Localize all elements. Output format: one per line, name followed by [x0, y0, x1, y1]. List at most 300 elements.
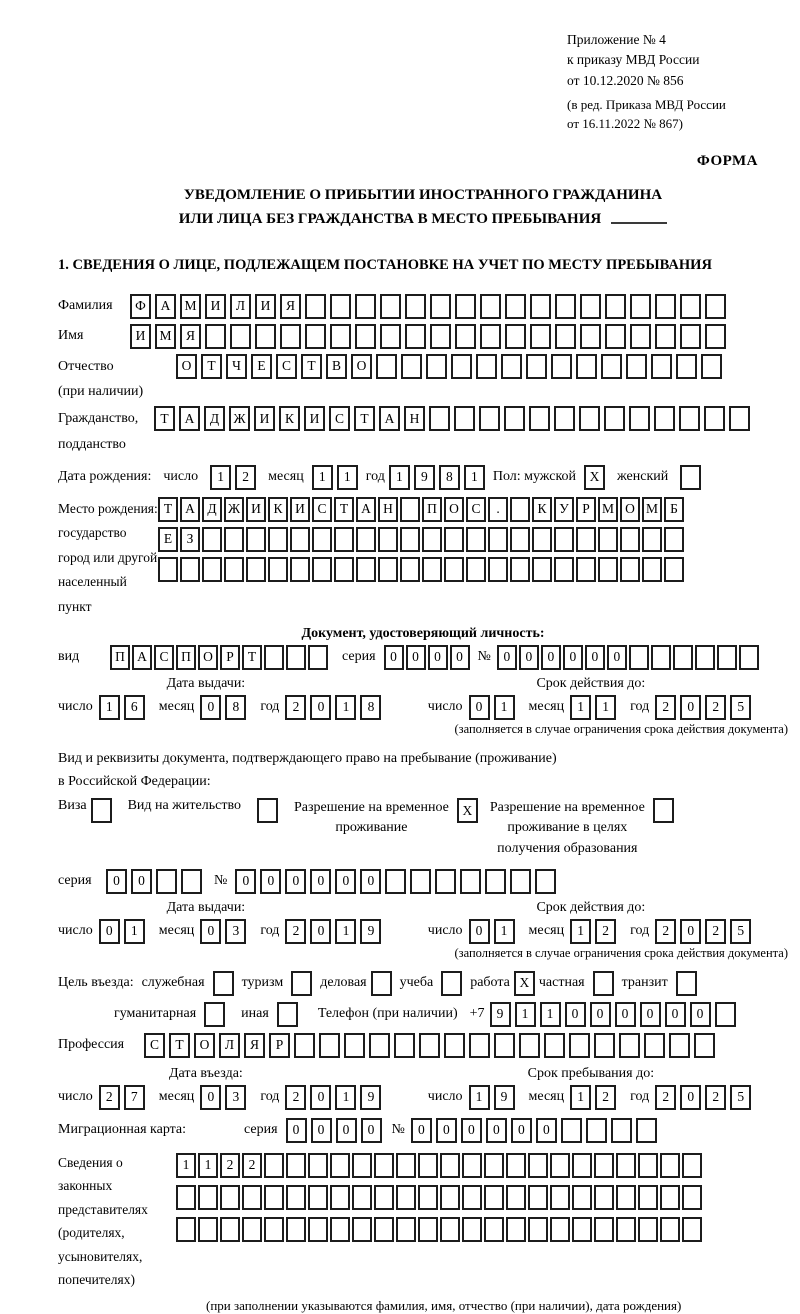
char-cell[interactable]: [694, 1033, 715, 1058]
char-cell[interactable]: 0: [200, 919, 221, 944]
purpose-official-checkbox[interactable]: [213, 971, 234, 996]
char-cell[interactable]: [440, 1153, 460, 1178]
char-cell[interactable]: 0: [361, 1118, 382, 1143]
char-cell[interactable]: [655, 324, 676, 349]
char-cell[interactable]: [550, 1217, 570, 1242]
char-cell[interactable]: [462, 1185, 482, 1210]
char-cell[interactable]: 2: [99, 1085, 120, 1110]
char-cell[interactable]: [312, 557, 332, 582]
char-cell[interactable]: [510, 527, 530, 552]
char-cell[interactable]: [532, 527, 552, 552]
char-cell[interactable]: 0: [640, 1002, 661, 1027]
char-cell[interactable]: 1: [210, 465, 231, 490]
char-cell[interactable]: [294, 1033, 315, 1058]
char-cell[interactable]: [651, 354, 672, 379]
char-cell[interactable]: [526, 354, 547, 379]
char-cell[interactable]: 9: [490, 1002, 511, 1027]
char-cell[interactable]: [176, 1185, 196, 1210]
char-cell[interactable]: [255, 324, 276, 349]
char-cell[interactable]: [422, 557, 442, 582]
char-cell[interactable]: [419, 1033, 440, 1058]
char-cell[interactable]: [352, 1217, 372, 1242]
char-cell[interactable]: [476, 354, 497, 379]
char-cell[interactable]: [246, 557, 266, 582]
char-cell[interactable]: О: [176, 354, 197, 379]
char-cell[interactable]: [330, 324, 351, 349]
char-cell[interactable]: [616, 1217, 636, 1242]
char-cell[interactable]: [198, 1185, 218, 1210]
char-cell[interactable]: [330, 1185, 350, 1210]
char-cell[interactable]: Е: [158, 527, 178, 552]
char-cell[interactable]: [224, 557, 244, 582]
char-cell[interactable]: [660, 1217, 680, 1242]
char-cell[interactable]: [673, 645, 693, 670]
char-cell[interactable]: [594, 1153, 614, 1178]
char-cell[interactable]: 0: [565, 1002, 586, 1027]
char-cell[interactable]: [356, 557, 376, 582]
char-cell[interactable]: [636, 1118, 657, 1143]
char-cell[interactable]: [561, 1118, 582, 1143]
char-cell[interactable]: 1: [312, 465, 333, 490]
char-cell[interactable]: Ф: [130, 294, 151, 319]
char-cell[interactable]: [644, 1033, 665, 1058]
char-cell[interactable]: Л: [230, 294, 251, 319]
char-cell[interactable]: 0: [411, 1118, 432, 1143]
char-cell[interactable]: [580, 294, 601, 319]
char-cell[interactable]: [616, 1185, 636, 1210]
char-cell[interactable]: 0: [106, 869, 127, 894]
char-cell[interactable]: 5: [730, 695, 751, 720]
char-cell[interactable]: [180, 557, 200, 582]
char-cell[interactable]: [501, 354, 522, 379]
char-cell[interactable]: [488, 557, 508, 582]
char-cell[interactable]: [529, 406, 550, 431]
char-cell[interactable]: [680, 324, 701, 349]
char-cell[interactable]: И: [255, 294, 276, 319]
char-cell[interactable]: [330, 294, 351, 319]
char-cell[interactable]: 9: [360, 919, 381, 944]
char-cell[interactable]: [290, 527, 310, 552]
char-cell[interactable]: 0: [360, 869, 381, 894]
char-cell[interactable]: [264, 1153, 284, 1178]
char-cell[interactable]: [430, 324, 451, 349]
char-cell[interactable]: [638, 1217, 658, 1242]
char-cell[interactable]: [544, 1033, 565, 1058]
char-cell[interactable]: 1: [464, 465, 485, 490]
char-cell[interactable]: 0: [585, 645, 605, 670]
char-cell[interactable]: 1: [124, 919, 145, 944]
char-cell[interactable]: [554, 406, 575, 431]
char-cell[interactable]: 0: [469, 695, 490, 720]
char-cell[interactable]: [444, 1033, 465, 1058]
char-cell[interactable]: [601, 354, 622, 379]
char-cell[interactable]: 2: [285, 695, 306, 720]
char-cell[interactable]: [394, 1033, 415, 1058]
char-cell[interactable]: [319, 1033, 340, 1058]
char-cell[interactable]: [308, 1153, 328, 1178]
char-cell[interactable]: [455, 294, 476, 319]
char-cell[interactable]: Т: [334, 497, 354, 522]
char-cell[interactable]: 7: [124, 1085, 145, 1110]
char-cell[interactable]: 1: [337, 465, 358, 490]
char-cell[interactable]: [642, 527, 662, 552]
char-cell[interactable]: 0: [310, 869, 331, 894]
char-cell[interactable]: [454, 406, 475, 431]
char-cell[interactable]: [554, 557, 574, 582]
char-cell[interactable]: [369, 1033, 390, 1058]
char-cell[interactable]: [715, 1002, 736, 1027]
purpose-humanitarian-checkbox[interactable]: [204, 1002, 225, 1027]
char-cell[interactable]: [682, 1217, 702, 1242]
char-cell[interactable]: 2: [655, 1085, 676, 1110]
char-cell[interactable]: А: [179, 406, 200, 431]
char-cell[interactable]: [242, 1185, 262, 1210]
char-cell[interactable]: 0: [590, 1002, 611, 1027]
char-cell[interactable]: [220, 1185, 240, 1210]
char-cell[interactable]: [374, 1185, 394, 1210]
char-cell[interactable]: [682, 1185, 702, 1210]
char-cell[interactable]: [220, 1217, 240, 1242]
char-cell[interactable]: [400, 527, 420, 552]
char-cell[interactable]: [572, 1153, 592, 1178]
char-cell[interactable]: 0: [260, 869, 281, 894]
char-cell[interactable]: О: [351, 354, 372, 379]
char-cell[interactable]: 3: [225, 1085, 246, 1110]
char-cell[interactable]: [286, 645, 306, 670]
char-cell[interactable]: [396, 1153, 416, 1178]
char-cell[interactable]: [576, 557, 596, 582]
char-cell[interactable]: [505, 324, 526, 349]
purpose-other-checkbox[interactable]: [277, 1002, 298, 1027]
char-cell[interactable]: [286, 1185, 306, 1210]
char-cell[interactable]: [550, 1185, 570, 1210]
char-cell[interactable]: З: [180, 527, 200, 552]
char-cell[interactable]: [469, 1033, 490, 1058]
residence-permit-checkbox[interactable]: [257, 798, 278, 823]
char-cell[interactable]: [242, 1217, 262, 1242]
char-cell[interactable]: 1: [570, 919, 591, 944]
char-cell[interactable]: 2: [235, 465, 256, 490]
char-cell[interactable]: [586, 1118, 607, 1143]
char-cell[interactable]: [528, 1153, 548, 1178]
char-cell[interactable]: [264, 645, 284, 670]
char-cell[interactable]: [330, 1153, 350, 1178]
char-cell[interactable]: 2: [705, 695, 726, 720]
char-cell[interactable]: И: [130, 324, 151, 349]
char-cell[interactable]: 5: [730, 919, 751, 944]
char-cell[interactable]: [510, 497, 530, 522]
char-cell[interactable]: 1: [570, 1085, 591, 1110]
char-cell[interactable]: Р: [269, 1033, 290, 1058]
char-cell[interactable]: Д: [204, 406, 225, 431]
char-cell[interactable]: И: [246, 497, 266, 522]
char-cell[interactable]: [604, 406, 625, 431]
char-cell[interactable]: 0: [406, 645, 426, 670]
char-cell[interactable]: [680, 294, 701, 319]
char-cell[interactable]: [202, 557, 222, 582]
purpose-transit-checkbox[interactable]: [676, 971, 697, 996]
char-cell[interactable]: М: [598, 497, 618, 522]
char-cell[interactable]: [396, 1217, 416, 1242]
char-cell[interactable]: 1: [595, 695, 616, 720]
char-cell[interactable]: И: [254, 406, 275, 431]
char-cell[interactable]: 0: [310, 1085, 331, 1110]
char-cell[interactable]: [401, 354, 422, 379]
char-cell[interactable]: [660, 1185, 680, 1210]
char-cell[interactable]: [344, 1033, 365, 1058]
char-cell[interactable]: [729, 406, 750, 431]
char-cell[interactable]: 1: [469, 1085, 490, 1110]
char-cell[interactable]: К: [279, 406, 300, 431]
char-cell[interactable]: [519, 1033, 540, 1058]
char-cell[interactable]: [418, 1217, 438, 1242]
char-cell[interactable]: С: [312, 497, 332, 522]
char-cell[interactable]: [664, 527, 684, 552]
char-cell[interactable]: С: [144, 1033, 165, 1058]
char-cell[interactable]: [418, 1153, 438, 1178]
char-cell[interactable]: [676, 354, 697, 379]
char-cell[interactable]: 2: [655, 695, 676, 720]
char-cell[interactable]: 9: [494, 1085, 515, 1110]
char-cell[interactable]: 0: [536, 1118, 557, 1143]
char-cell[interactable]: [506, 1153, 526, 1178]
char-cell[interactable]: [506, 1217, 526, 1242]
char-cell[interactable]: О: [444, 497, 464, 522]
char-cell[interactable]: Р: [220, 645, 240, 670]
char-cell[interactable]: 2: [285, 1085, 306, 1110]
char-cell[interactable]: [619, 1033, 640, 1058]
char-cell[interactable]: [405, 324, 426, 349]
purpose-private-checkbox[interactable]: [593, 971, 614, 996]
char-cell[interactable]: [664, 557, 684, 582]
char-cell[interactable]: [494, 1033, 515, 1058]
char-cell[interactable]: [594, 1185, 614, 1210]
char-cell[interactable]: [660, 1153, 680, 1178]
char-cell[interactable]: 1: [335, 695, 356, 720]
char-cell[interactable]: [410, 869, 431, 894]
char-cell[interactable]: [418, 1185, 438, 1210]
char-cell[interactable]: [638, 1185, 658, 1210]
char-cell[interactable]: [426, 354, 447, 379]
char-cell[interactable]: [530, 324, 551, 349]
char-cell[interactable]: С: [329, 406, 350, 431]
char-cell[interactable]: [466, 557, 486, 582]
char-cell[interactable]: [484, 1185, 504, 1210]
char-cell[interactable]: Ч: [226, 354, 247, 379]
char-cell[interactable]: [530, 294, 551, 319]
char-cell[interactable]: 0: [384, 645, 404, 670]
char-cell[interactable]: И: [304, 406, 325, 431]
char-cell[interactable]: [695, 645, 715, 670]
char-cell[interactable]: О: [620, 497, 640, 522]
char-cell[interactable]: [205, 324, 226, 349]
char-cell[interactable]: 2: [242, 1153, 262, 1178]
char-cell[interactable]: [611, 1118, 632, 1143]
char-cell[interactable]: [308, 1217, 328, 1242]
char-cell[interactable]: И: [205, 294, 226, 319]
char-cell[interactable]: 0: [336, 1118, 357, 1143]
char-cell[interactable]: [400, 497, 420, 522]
char-cell[interactable]: [576, 354, 597, 379]
char-cell[interactable]: [554, 527, 574, 552]
char-cell[interactable]: 1: [389, 465, 410, 490]
char-cell[interactable]: [334, 557, 354, 582]
char-cell[interactable]: [455, 324, 476, 349]
char-cell[interactable]: 0: [497, 645, 517, 670]
char-cell[interactable]: Е: [251, 354, 272, 379]
char-cell[interactable]: [629, 645, 649, 670]
char-cell[interactable]: [669, 1033, 690, 1058]
char-cell[interactable]: [396, 1185, 416, 1210]
char-cell[interactable]: 0: [469, 919, 490, 944]
char-cell[interactable]: [484, 1153, 504, 1178]
char-cell[interactable]: [352, 1185, 372, 1210]
char-cell[interactable]: [717, 645, 737, 670]
char-cell[interactable]: Т: [354, 406, 375, 431]
char-cell[interactable]: [630, 324, 651, 349]
char-cell[interactable]: 0: [200, 1085, 221, 1110]
char-cell[interactable]: У: [554, 497, 574, 522]
char-cell[interactable]: П: [176, 645, 196, 670]
visa-checkbox[interactable]: [91, 798, 112, 823]
char-cell[interactable]: В: [326, 354, 347, 379]
char-cell[interactable]: [181, 869, 202, 894]
char-cell[interactable]: [655, 294, 676, 319]
char-cell[interactable]: О: [198, 645, 218, 670]
char-cell[interactable]: 0: [680, 1085, 701, 1110]
char-cell[interactable]: [156, 869, 177, 894]
char-cell[interactable]: [504, 406, 525, 431]
char-cell[interactable]: [580, 324, 601, 349]
char-cell[interactable]: 0: [235, 869, 256, 894]
char-cell[interactable]: [484, 1217, 504, 1242]
char-cell[interactable]: [430, 294, 451, 319]
char-cell[interactable]: [466, 527, 486, 552]
char-cell[interactable]: Т: [154, 406, 175, 431]
char-cell[interactable]: 0: [131, 869, 152, 894]
char-cell[interactable]: [528, 1217, 548, 1242]
char-cell[interactable]: 0: [450, 645, 470, 670]
char-cell[interactable]: [286, 1153, 306, 1178]
char-cell[interactable]: [268, 557, 288, 582]
purpose-tourism-checkbox[interactable]: [291, 971, 312, 996]
char-cell[interactable]: [380, 324, 401, 349]
char-cell[interactable]: Н: [404, 406, 425, 431]
char-cell[interactable]: А: [132, 645, 152, 670]
char-cell[interactable]: [479, 406, 500, 431]
char-cell[interactable]: [705, 294, 726, 319]
char-cell[interactable]: А: [379, 406, 400, 431]
char-cell[interactable]: О: [194, 1033, 215, 1058]
char-cell[interactable]: [268, 527, 288, 552]
char-cell[interactable]: [555, 294, 576, 319]
char-cell[interactable]: [308, 645, 328, 670]
char-cell[interactable]: [555, 324, 576, 349]
char-cell[interactable]: [462, 1153, 482, 1178]
char-cell[interactable]: 0: [665, 1002, 686, 1027]
char-cell[interactable]: [264, 1217, 284, 1242]
char-cell[interactable]: Л: [219, 1033, 240, 1058]
char-cell[interactable]: [176, 1217, 196, 1242]
char-cell[interactable]: 2: [705, 1085, 726, 1110]
char-cell[interactable]: [374, 1153, 394, 1178]
char-cell[interactable]: Д: [202, 497, 222, 522]
sex-female-checkbox[interactable]: [680, 465, 701, 490]
char-cell[interactable]: [569, 1033, 590, 1058]
char-cell[interactable]: 0: [428, 645, 448, 670]
char-cell[interactable]: 0: [285, 869, 306, 894]
char-cell[interactable]: [385, 869, 406, 894]
char-cell[interactable]: 0: [486, 1118, 507, 1143]
char-cell[interactable]: 0: [680, 695, 701, 720]
char-cell[interactable]: П: [110, 645, 130, 670]
char-cell[interactable]: С: [154, 645, 174, 670]
char-cell[interactable]: Т: [242, 645, 262, 670]
char-cell[interactable]: [510, 869, 531, 894]
char-cell[interactable]: [579, 406, 600, 431]
char-cell[interactable]: 0: [690, 1002, 711, 1027]
char-cell[interactable]: Я: [244, 1033, 265, 1058]
char-cell[interactable]: [330, 1217, 350, 1242]
char-cell[interactable]: [202, 527, 222, 552]
char-cell[interactable]: 0: [200, 695, 221, 720]
char-cell[interactable]: 0: [461, 1118, 482, 1143]
char-cell[interactable]: 0: [335, 869, 356, 894]
char-cell[interactable]: А: [356, 497, 376, 522]
char-cell[interactable]: С: [276, 354, 297, 379]
purpose-business-checkbox[interactable]: [371, 971, 392, 996]
char-cell[interactable]: С: [466, 497, 486, 522]
char-cell[interactable]: И: [290, 497, 310, 522]
char-cell[interactable]: 1: [335, 1085, 356, 1110]
char-cell[interactable]: [701, 354, 722, 379]
char-cell[interactable]: 1: [515, 1002, 536, 1027]
char-cell[interactable]: 2: [220, 1153, 240, 1178]
char-cell[interactable]: М: [155, 324, 176, 349]
char-cell[interactable]: [594, 1033, 615, 1058]
char-cell[interactable]: [572, 1185, 592, 1210]
char-cell[interactable]: 2: [595, 919, 616, 944]
char-cell[interactable]: [480, 324, 501, 349]
char-cell[interactable]: А: [180, 497, 200, 522]
char-cell[interactable]: 9: [360, 1085, 381, 1110]
char-cell[interactable]: [598, 527, 618, 552]
temp-residence-checkbox[interactable]: X: [457, 798, 478, 823]
char-cell[interactable]: 9: [414, 465, 435, 490]
char-cell[interactable]: [280, 324, 301, 349]
char-cell[interactable]: [594, 1217, 614, 1242]
char-cell[interactable]: [462, 1217, 482, 1242]
char-cell[interactable]: 0: [615, 1002, 636, 1027]
char-cell[interactable]: [158, 557, 178, 582]
char-cell[interactable]: 8: [360, 695, 381, 720]
char-cell[interactable]: [444, 557, 464, 582]
char-cell[interactable]: [224, 527, 244, 552]
char-cell[interactable]: [352, 1153, 372, 1178]
char-cell[interactable]: [620, 557, 640, 582]
char-cell[interactable]: [572, 1217, 592, 1242]
char-cell[interactable]: [630, 294, 651, 319]
char-cell[interactable]: Я: [180, 324, 201, 349]
char-cell[interactable]: [246, 527, 266, 552]
char-cell[interactable]: 8: [225, 695, 246, 720]
char-cell[interactable]: 0: [311, 1118, 332, 1143]
char-cell[interactable]: [435, 869, 456, 894]
char-cell[interactable]: Б: [664, 497, 684, 522]
char-cell[interactable]: 6: [124, 695, 145, 720]
char-cell[interactable]: [485, 869, 506, 894]
char-cell[interactable]: [355, 294, 376, 319]
